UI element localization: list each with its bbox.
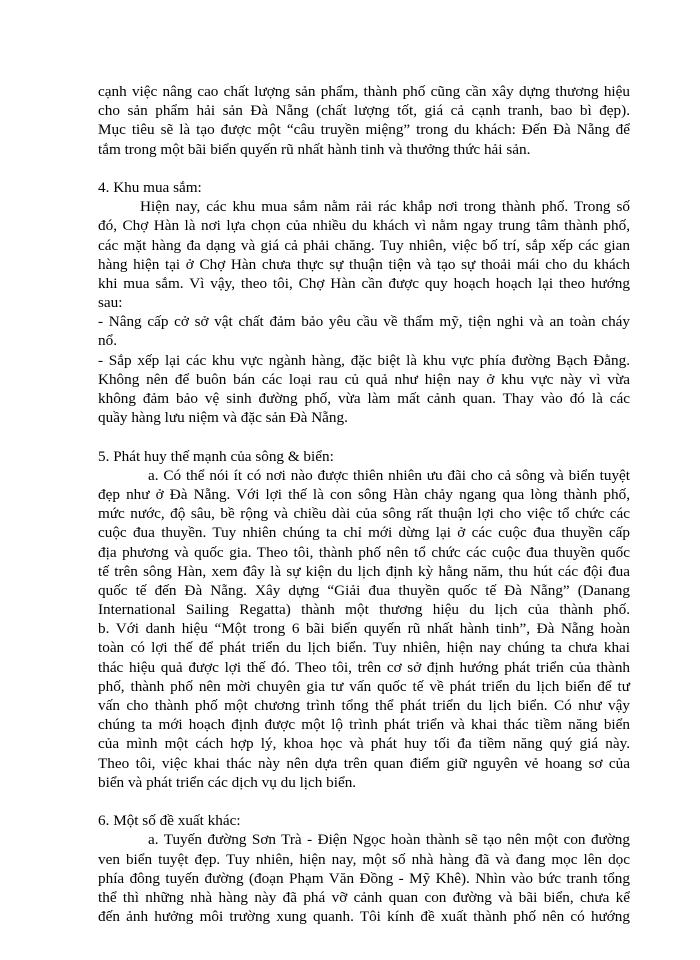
- paragraph-spacer: [98, 159, 630, 178]
- text-line: sau:: [98, 294, 123, 312]
- paragraph-p3: [98, 447, 630, 792]
- text-line: thể thì những nhà hàng này đã phá vỡ cảnh quan con đường và bãi biển, chưa kể: [98, 888, 630, 906]
- text-line: đẹp như ở Đà Nẵng. Với lợi thế là con sông Hàn chảy ngang qua lòng thành phố,: [98, 485, 630, 503]
- paragraph-p4: [98, 811, 630, 926]
- text-line: Hiện nay, các khu mua sắm nằm rải rác khắp nơi trong thành phố. Trong số: [140, 198, 630, 216]
- paragraph-spacer: [98, 427, 630, 446]
- section-heading: 4. Khu mua sắm:: [98, 178, 202, 196]
- paragraph-p2: [98, 178, 630, 427]
- text-line: đó, Chợ Hàn là nơi lựa chọn của nhiều du khách vì nằm ngay trung tâm thành phố,: [98, 217, 630, 235]
- text-line: chúng ta mới hoạch định được một lộ trình phát triển và khai thác tiềm năng biển: [98, 716, 630, 734]
- text-line: không đảm bảo vệ sinh đường phố, vừa làm mất cảnh quan. Thay vào đó là các: [98, 390, 630, 407]
- text-line: cho sản phẩm hải sản Đà Nẵng (chất lượng tốt, giá cả cạnh tranh, bao bì đẹp).: [98, 102, 630, 120]
- text-line: Mục tiêu sẽ là tạo được một “câu truyền miệng” trong du khách: Đến Đà Nẵng để: [98, 121, 630, 139]
- text-line: tắm trong một bãi biển quyến rũ nhất hành tinh và thưởng thức hải sản.: [98, 140, 531, 158]
- text-line: biển và phát triển các dịch vụ du lịch biển.: [98, 773, 357, 791]
- text-line: đến ảnh hưởng môi trường xung quanh. Tôi kính đề xuất thành phố nên có hướng: [98, 908, 630, 926]
- text-line: mức nước, độ sâu, bề rộng và chiều dài của sông rất thuận lợi cho việc tổ chức các: [98, 505, 630, 523]
- text-line: nổ.: [98, 332, 117, 350]
- text-line: toàn có lợi thế để phát triển du lịch biển. Tuy nhiên, hiện nay chúng ta chưa khai: [98, 639, 630, 657]
- paragraph-p1: [98, 82, 630, 159]
- text-line: cạnh việc nâng cao chất lượng sản phẩm, thành phố cũng cần xây dựng thương hiệu: [98, 83, 630, 100]
- text-line: phố, thành phố nên mời chuyên gia tư vấn quốc tế về phát triển du lịch biển để tư: [98, 677, 630, 695]
- section-heading: 6. Một số đề xuất khác:: [98, 812, 241, 830]
- text-line: vấn cho thành phố một chương trình tổng thể phát triển du lịch biển. Có như vậy: [98, 697, 630, 714]
- text-line: b. Với danh hiệu “Một trong 6 bãi biển quyến rũ nhất hành tinh”, Đà Nẵng hoàn: [98, 620, 630, 638]
- text-line: Không nên để buôn bán các loại rau củ quả như hiện nay ở khu vực này vì vừa: [98, 370, 630, 388]
- paragraph-spacer: [98, 792, 630, 811]
- text-line: hàng hiện tại ở Chợ Hàn chưa thực sự thuận tiện và tạo sự thoải mái cho du khách: [98, 255, 630, 273]
- text-line: của mình một cách hợp lý, khoa học và phát huy tối đa tiềm năng quý giá này.: [98, 735, 630, 753]
- text-line: thác hiệu quả được lợi thế đó. Theo tôi, trên cơ sở định hướng phát triển của thành: [98, 658, 630, 676]
- text-line: - Sắp xếp lại các khu vực ngành hàng, đặc biệt là khu vực phía đường Bạch Đằng.: [98, 351, 630, 369]
- text-line: khi mua sắm. Vì vậy, theo tôi, Chợ Hàn cần được quy hoạch hoạch lại theo hướng: [98, 274, 630, 292]
- text-line: International Sailing Regatta) thành một thương hiệu du lịch của thành phố.: [98, 601, 630, 619]
- text-line: các mặt hàng đa dạng và giá cả phải chăng. Tuy nhiên, việc bố trí, sắp xếp các gian: [98, 236, 630, 254]
- text-line: cuộc đua thuyền. Tuy nhiên chúng ta chỉ mới dừng lại ở các cuộc đua thuyền cấp: [98, 524, 630, 542]
- text-line: - Nâng cấp cở sở vật chất đảm bảo yêu cầu về thẩm mỹ, tiện nghi và an toàn cháy: [98, 313, 630, 331]
- text-line: quốc tế đến Đà Nẵng. Xây dựng “Giải đua thuyền quốc tế Đà Nẵng” (Danang: [98, 581, 630, 599]
- text-line: Theo tôi, việc khai thác này nên dựa trên quan điểm giữ nguyên vẻ hoang sơ của: [98, 754, 630, 772]
- text-line: a. Có thể nói ít có nơi nào được thiên nhiên ưu đãi cho cả sông và biển tuyệt: [148, 466, 630, 484]
- text-line: địa phương và quốc gia. Theo tôi, thành phố nên tổ chức các cuộc đua thuyền quốc: [98, 543, 630, 561]
- text-line: a. Tuyến đường Sơn Trà - Điện Ngọc hoàn thành sẽ tạo nên một con đường: [148, 831, 630, 849]
- text-line: tế trên sông Hàn, xem đây là sự kiện du lịch định kỳ hằng năm, thu hút các đội đua: [98, 562, 630, 580]
- text-line: ven biển tuyệt đẹp. Tuy nhiên, hiện nay, một số nhà hàng đã và đang mọc lên dọc: [98, 850, 630, 868]
- text-line: quầy hàng lưu niệm và đặc sản Đà Nẵng.: [98, 409, 348, 427]
- document-page: [98, 82, 630, 926]
- text-line: phía đông tuyến đường (đoạn Phạm Văn Đồng - Mỹ Khê). Nhìn vào bức tranh tổng: [98, 869, 630, 887]
- section-heading: 5. Phát huy thế mạnh của sông & biển:: [98, 447, 334, 465]
